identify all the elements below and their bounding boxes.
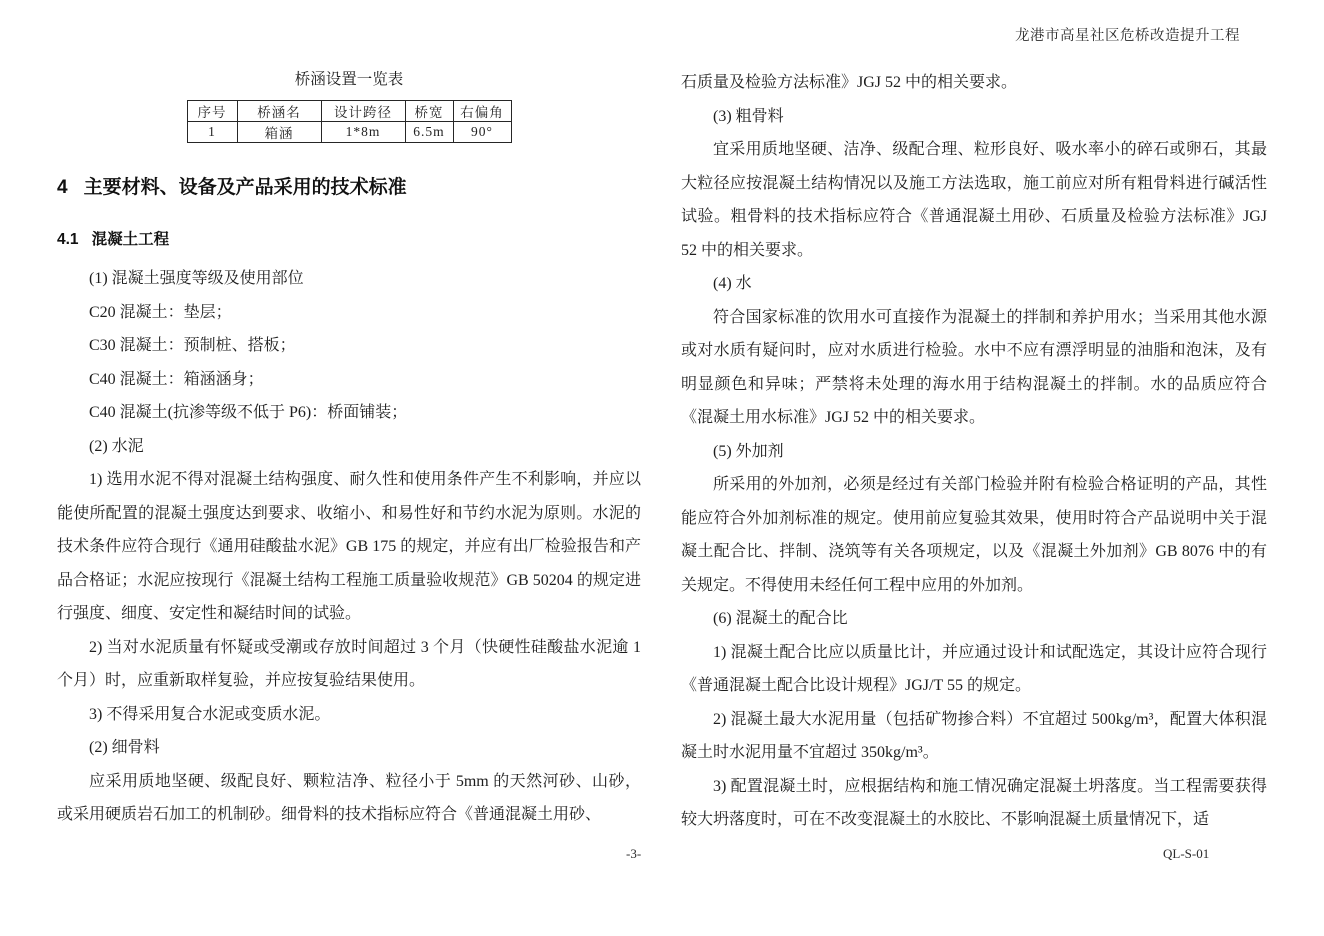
column-header-skew-angle: 右偏角 [453, 101, 511, 122]
section-title: 主要材料、设备及产品采用的技术标准 [83, 177, 407, 198]
cell-skew-angle: 90° [453, 122, 511, 143]
table-row [187, 122, 511, 143]
item-c20-concrete: C20 混凝土：垫层； [89, 303, 232, 321]
bridge-table-title: 桥涵设置一览表 [294, 71, 404, 88]
left-column [57, 64, 641, 832]
para-coarse-aggregate: 宜采用质地坚硬、洁净、级配合理、粒形良好、吸水率小的碎石或卵石，其最大粒径应按混凝土结构情况以及施工方法选取，施工前应对所有粗骨料进行碱活性试验。粗骨料的技术指标应符合《普通混凝土用砂、石质量及检验方法标准》JGJ 52 中的相关要求。 [681, 141, 1267, 259]
subsection-heading [57, 228, 641, 252]
page-number: -3- [626, 846, 642, 861]
para-admixture: 所采用的外加剂，必须是经过有关部门检验并附有检验合格证明的产品，其性能应符合外加剂标准的规定。使用前应复验其效果，使用时符合产品说明中关于混凝土配合比、拌制、浇筑等有关各项规定，以及《混凝土外加剂》GB 8076 中的有关规定。不得使用未经任何工程中应用的外加剂。 [681, 476, 1267, 594]
item-water: (4) 水 [713, 275, 752, 292]
para-fine-aggregate: 应采用质地坚硬、级配良好、颗粒洁净、粒径小于 5mm 的天然河砂、山砂，或采用硬质岩石加工的机制砂。细骨料的技术指标应符合《普通混凝土用砂、 [57, 772, 641, 823]
item-concrete-grades: (1) 混凝土强度等级及使用部位 [89, 270, 304, 287]
item-mix-proportion: (6) 混凝土的配合比 [713, 610, 848, 627]
item-c30-concrete: C30 混凝土：预制桩、搭板； [89, 337, 296, 354]
item-cement: (2) 水泥 [89, 437, 144, 455]
table-header-row [187, 101, 511, 122]
bridge-setup-table [187, 100, 512, 143]
item-coarse-aggregate: (3) 粗骨料 [713, 107, 784, 125]
section-number: 4 [57, 177, 68, 198]
item-fine-aggregate: (2) 细骨料 [89, 739, 160, 756]
column-header-design-span: 设计跨径 [321, 101, 405, 122]
item-c40-concrete: C40 混凝土：箱涵涵身； [89, 370, 264, 388]
cell-design-span: 1*8m [321, 122, 405, 143]
para-fine-aggregate-continued: 石质量及检验方法标准》JGJ 52 中的相关要求。 [681, 74, 1018, 91]
para-max-cement-content: 2) 混凝土最大水泥用量（包括矿物掺合料）不宜超过 500kg/m³，配置大体积混凝土时水泥用量不宜超过 350kg/m³。 [681, 710, 1267, 761]
item-c40-p6-concrete: C40 混凝土(抗渗等级不低于 P6)：桥面铺装； [89, 404, 408, 421]
para-cement-prohibited: 3) 不得采用复合水泥或变质水泥。 [89, 705, 331, 723]
document-code: QL-S-01 [1163, 846, 1210, 861]
subsection-title: 混凝土工程 [91, 231, 170, 248]
section-heading [57, 173, 641, 203]
column-header-index: 序号 [187, 101, 237, 122]
header-project-title: 龙港市高星社区危桥改造提升工程 [1015, 28, 1240, 44]
cell-culvert-name: 箱涵 [237, 122, 321, 143]
right-column [681, 64, 1267, 837]
para-water: 符合国家标准的饮用水可直接作为混凝土的拌制和养护用水；当采用其他水源或对水质有疑问时，应对水质进行检验。水中不应有漂浮明显的油脂和泡沫，及有明显颜色和异味；严禁将未处理的海水用于结构混凝土的拌制。水的品质应符合《混凝土用水标准》JGJ 52 中的相关要求。 [681, 308, 1267, 426]
cell-index: 1 [187, 122, 237, 143]
para-cement-selection: 1) 选用水泥不得对混凝土结构强度、耐久性和使用条件产生不利影响，并应以能使所配置的混凝土强度达到要求、收缩小、和易性好和节约水泥为原则。水泥的技术条件应符合现行《通用硅酸盐水泥》GB 175 的规定，并应有出厂检验报告和产品合格证；水泥应按现行《混凝土结构工程施工质量验收规范》GB 50204 的规定进行强度、细度、安定性和凝结时间的试验。 [57, 471, 641, 622]
column-header-bridge-width: 桥宽 [405, 101, 453, 122]
item-admixture: (5) 外加剂 [713, 442, 784, 460]
column-header-culvert-name: 桥涵名 [237, 101, 321, 122]
para-cement-retest: 2) 当对水泥质量有怀疑或受潮或存放时间超过 3 个月（快硬性硅酸盐水泥逾 1 个月）时，应重新取样复验，并应按复验结果使用。 [57, 638, 641, 689]
para-mix-design: 1) 混凝土配合比应以质量比计，并应通过设计和试配选定，其设计应符合现行《普通混凝土配合比设计规程》JGJ/T 55 的规定。 [681, 643, 1267, 694]
subsection-number: 4.1 [57, 231, 79, 248]
para-slump: 3) 配置混凝土时，应根据结构和施工情况确定混凝土坍落度。当工程需要获得较大坍落度时，可在不改变混凝土的水胶比、不影响混凝土质量情况下，适 [681, 777, 1267, 828]
cell-bridge-width: 6.5m [405, 122, 453, 143]
